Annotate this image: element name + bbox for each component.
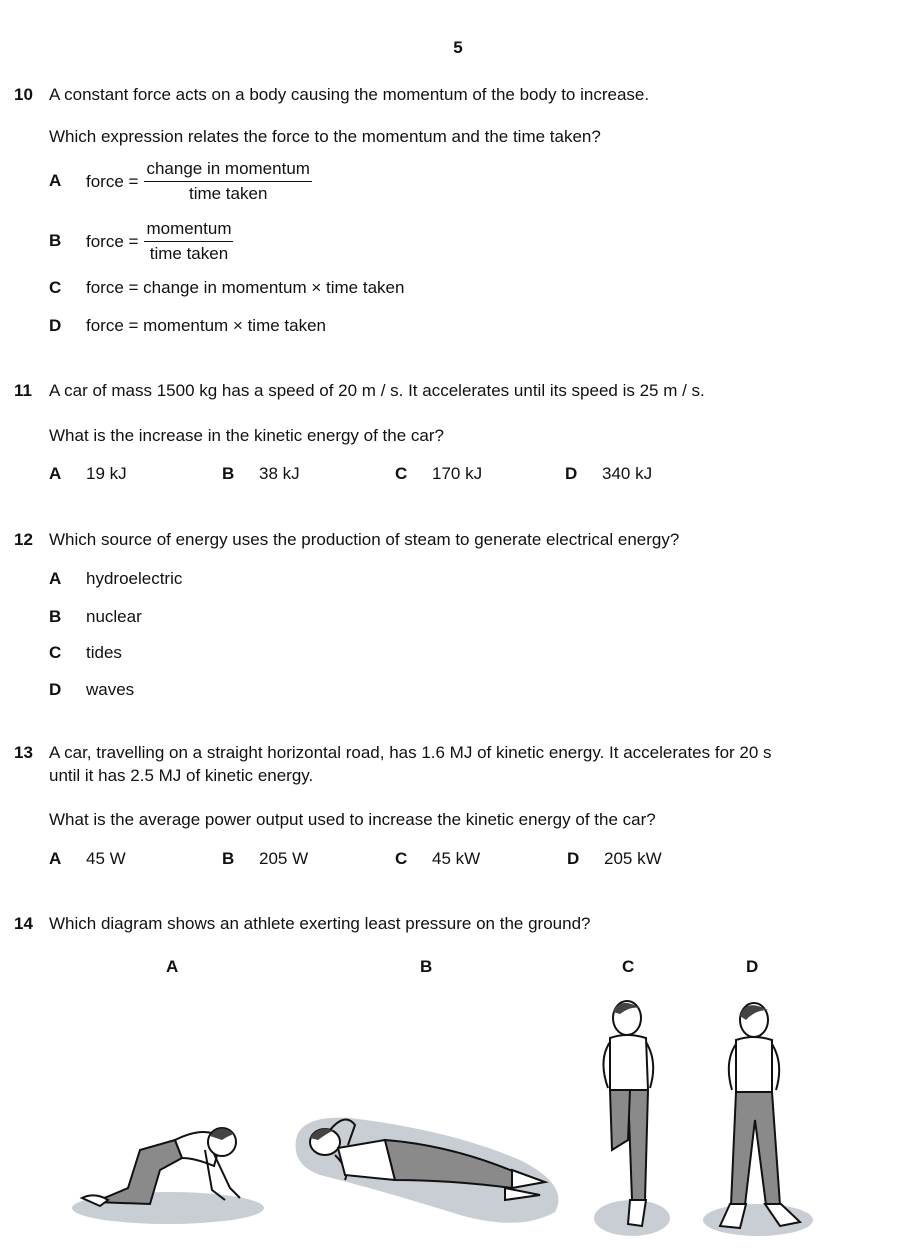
question-stem: Which diagram shows an athlete exerting least pressure on the ground? bbox=[49, 914, 591, 933]
option-d[interactable] bbox=[567, 849, 662, 869]
option-text: nuclear bbox=[86, 607, 142, 626]
question-stem-line-1: A car, travelling on a straight horizontal road, has 1.6 MJ of kinetic energy. It accelerates for 20 s bbox=[49, 743, 772, 762]
fraction bbox=[144, 219, 233, 264]
option-d[interactable] bbox=[49, 316, 326, 336]
fraction-denominator: time taken bbox=[188, 184, 268, 203]
question-stem-line-2: until it has 2.5 MJ of kinetic energy. bbox=[49, 766, 314, 785]
option-letter: B bbox=[49, 607, 62, 626]
option-letter: B bbox=[222, 464, 235, 483]
athlete-diagrams bbox=[0, 990, 916, 1257]
diagram-label-d[interactable]: D bbox=[746, 957, 759, 976]
option-a[interactable] bbox=[49, 159, 312, 204]
option-a[interactable] bbox=[49, 569, 182, 589]
option-c[interactable] bbox=[395, 849, 480, 869]
option-text: 340 kJ bbox=[602, 464, 653, 483]
option-text: 170 kJ bbox=[432, 464, 483, 483]
option-a[interactable] bbox=[49, 849, 126, 869]
question-number: 13 bbox=[14, 743, 33, 762]
fraction-denominator: time taken bbox=[149, 244, 229, 263]
option-letter: A bbox=[49, 170, 62, 190]
option-text: 38 kJ bbox=[259, 464, 300, 483]
option-letter: D bbox=[567, 849, 580, 868]
diagram-label-c[interactable]: C bbox=[622, 957, 635, 976]
torso bbox=[736, 1037, 772, 1092]
question-stem: Which source of energy uses the production of steam to generate electrical energy? bbox=[49, 530, 680, 549]
option-c[interactable] bbox=[49, 643, 122, 663]
legs bbox=[731, 1092, 780, 1205]
option-c[interactable] bbox=[395, 464, 482, 484]
fraction-numerator: momentum bbox=[144, 219, 233, 242]
question-number: 12 bbox=[14, 530, 33, 549]
option-text: 19 kJ bbox=[86, 464, 127, 483]
option-text: 205 W bbox=[259, 849, 309, 868]
option-c[interactable] bbox=[49, 278, 404, 298]
question-number: 11 bbox=[14, 381, 32, 400]
option-lhs: force = bbox=[86, 231, 139, 251]
option-letter: A bbox=[49, 464, 62, 483]
standing-leg bbox=[628, 1090, 648, 1200]
option-lhs: force = bbox=[86, 171, 139, 191]
option-text: tides bbox=[86, 643, 122, 662]
option-text: 45 W bbox=[86, 849, 126, 868]
option-letter: C bbox=[395, 464, 408, 483]
option-d[interactable] bbox=[49, 680, 134, 700]
option-text: 45 kW bbox=[432, 849, 481, 868]
option-letter: C bbox=[49, 278, 62, 297]
option-letter: B bbox=[49, 230, 62, 250]
option-letter: D bbox=[49, 680, 62, 699]
option-b[interactable] bbox=[49, 219, 233, 264]
option-b[interactable] bbox=[222, 464, 300, 484]
athlete-figure-b[interactable] bbox=[296, 1118, 559, 1223]
athlete-figure-c[interactable] bbox=[594, 1001, 670, 1236]
raised-leg bbox=[610, 1090, 630, 1150]
question-prompt: What is the increase in the kinetic energy of the car? bbox=[49, 426, 444, 445]
option-text: 205 kW bbox=[604, 849, 662, 868]
option-letter: D bbox=[565, 464, 578, 483]
question-stem: A car of mass 1500 kg has a speed of 20 m / s. It accelerates until its speed is 25 m / s. bbox=[49, 381, 705, 400]
option-text: waves bbox=[86, 680, 135, 699]
question-prompt: Which expression relates the force to the momentum and the time taken? bbox=[49, 127, 601, 146]
page-number: 5 bbox=[453, 38, 463, 57]
athlete-figure-a[interactable] bbox=[72, 1128, 264, 1224]
option-text: hydroelectric bbox=[86, 569, 183, 588]
fraction-numerator: change in momentum bbox=[144, 159, 311, 182]
athlete-figure-d[interactable] bbox=[703, 1003, 813, 1236]
option-letter: A bbox=[49, 849, 62, 868]
option-letter: D bbox=[49, 316, 62, 335]
foot bbox=[628, 1200, 646, 1226]
question-prompt: What is the average power output used to increase the kinetic energy of the car? bbox=[49, 810, 656, 829]
option-letter: B bbox=[222, 849, 235, 868]
question-number: 14 bbox=[14, 914, 33, 933]
option-b[interactable] bbox=[49, 607, 142, 627]
diagram-label-a[interactable]: A bbox=[166, 957, 179, 976]
option-letter: A bbox=[49, 569, 62, 588]
option-a[interactable] bbox=[49, 464, 127, 484]
question-number: 10 bbox=[14, 85, 33, 104]
option-d[interactable] bbox=[565, 464, 652, 484]
diagram-label-b[interactable]: B bbox=[420, 957, 433, 976]
question-stem: A constant force acts on a body causing the momentum of the body to increase. bbox=[49, 85, 650, 104]
option-letter: C bbox=[49, 643, 62, 662]
option-text: force = change in momentum × time taken bbox=[86, 278, 405, 297]
option-text: force = momentum × time taken bbox=[86, 316, 326, 335]
option-letter: C bbox=[395, 849, 408, 868]
torso bbox=[610, 1035, 648, 1090]
option-b[interactable] bbox=[222, 849, 308, 869]
fraction bbox=[144, 159, 311, 204]
